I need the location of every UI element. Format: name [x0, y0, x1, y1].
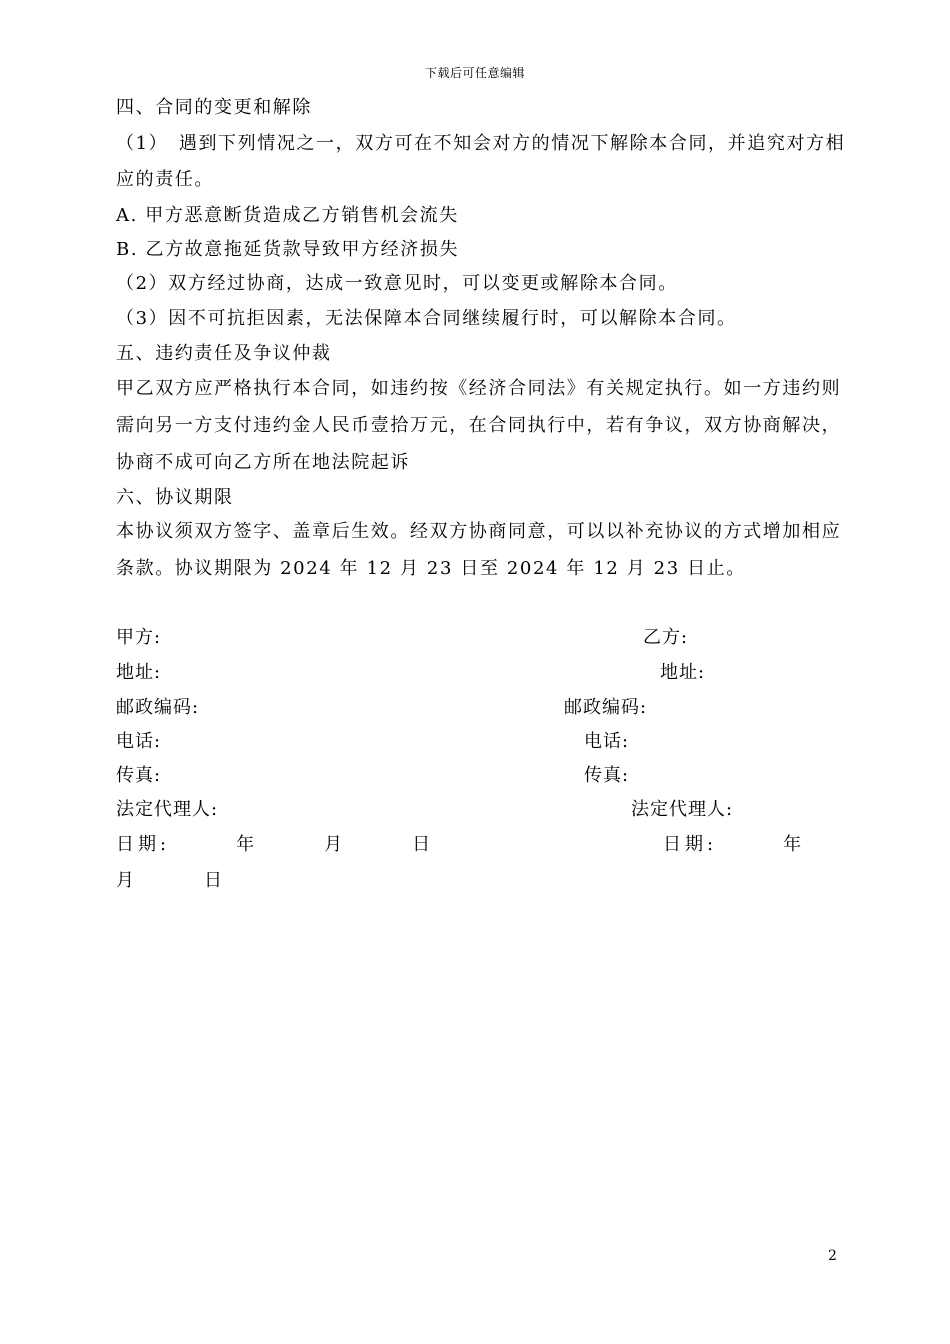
fax-b-label: 传真: [584, 765, 630, 786]
section-6-text-1: 本协议须双方签字、盖章后生效。经双方协商同意，可以以补充协议的方式增加相应 [116, 521, 842, 542]
phone-a-label: 电话: [116, 731, 162, 752]
section-4-item-a: A. 甲方恶意断货造成乙方销售机会流失 [116, 205, 459, 226]
legal-rep-a-label: 法定代理人: [116, 799, 219, 820]
section-5-text-1: 甲乙双方应严格执行本合同，如违约按《经济合同法》有关规定执行。如一方违约则 [116, 378, 842, 399]
address-a-label: 地址: [116, 662, 162, 683]
postcode-b-label: 邮政编码: [564, 697, 648, 718]
section-6-title: 六、协议期限 [116, 487, 234, 508]
fax-a-label: 传真: [116, 765, 162, 786]
section-6-text-2: 条款。协议期限为 2024 年 12 月 23 日至 2024 年 12 月 23 日止。 [116, 558, 746, 579]
date-b-label: 日期: 年 [663, 834, 806, 855]
section-4-clause-3: （3）因不可抗拒因素，无法保障本合同继续履行时，可以解除本合同。 [116, 308, 737, 329]
date-b-continuation: 月 日 [116, 870, 226, 891]
address-b-label: 地址: [660, 662, 706, 683]
section-4-clause-2: （2）双方经过协商，达成一致意见时，可以变更或解除本合同。 [116, 273, 678, 294]
party-a-label: 甲方: [116, 627, 162, 648]
section-5-text-3: 协商不成可向乙方所在地法院起诉 [116, 452, 410, 473]
date-a-label: 日期: 年 月 日 [116, 834, 435, 855]
page-header: 下载后可任意编辑 [424, 66, 525, 80]
section-4-clause-1: （1） 遇到下列情况之一，双方可在不知会对方的情况下解除本合同，并追究对方相 [116, 133, 846, 154]
section-5-title: 五、违约责任及争议仲裁 [116, 343, 332, 364]
section-4-item-b: B. 乙方故意拖延货款导致甲方经济损失 [116, 239, 460, 260]
page-number: 2 [828, 1248, 837, 1264]
section-5-text-2: 需向另一方支付违约金人民币壹拾万元，在合同执行中，若有争议，双方协商解决， [116, 415, 842, 436]
section-4-clause-1-cont: 应的责任。 [116, 169, 214, 190]
phone-b-label: 电话: [584, 731, 630, 752]
postcode-a-label: 邮政编码: [116, 697, 200, 718]
legal-rep-b-label: 法定代理人: [631, 799, 734, 820]
party-b-label: 乙方: [643, 627, 689, 648]
section-4-title: 四、合同的变更和解除 [116, 97, 312, 118]
